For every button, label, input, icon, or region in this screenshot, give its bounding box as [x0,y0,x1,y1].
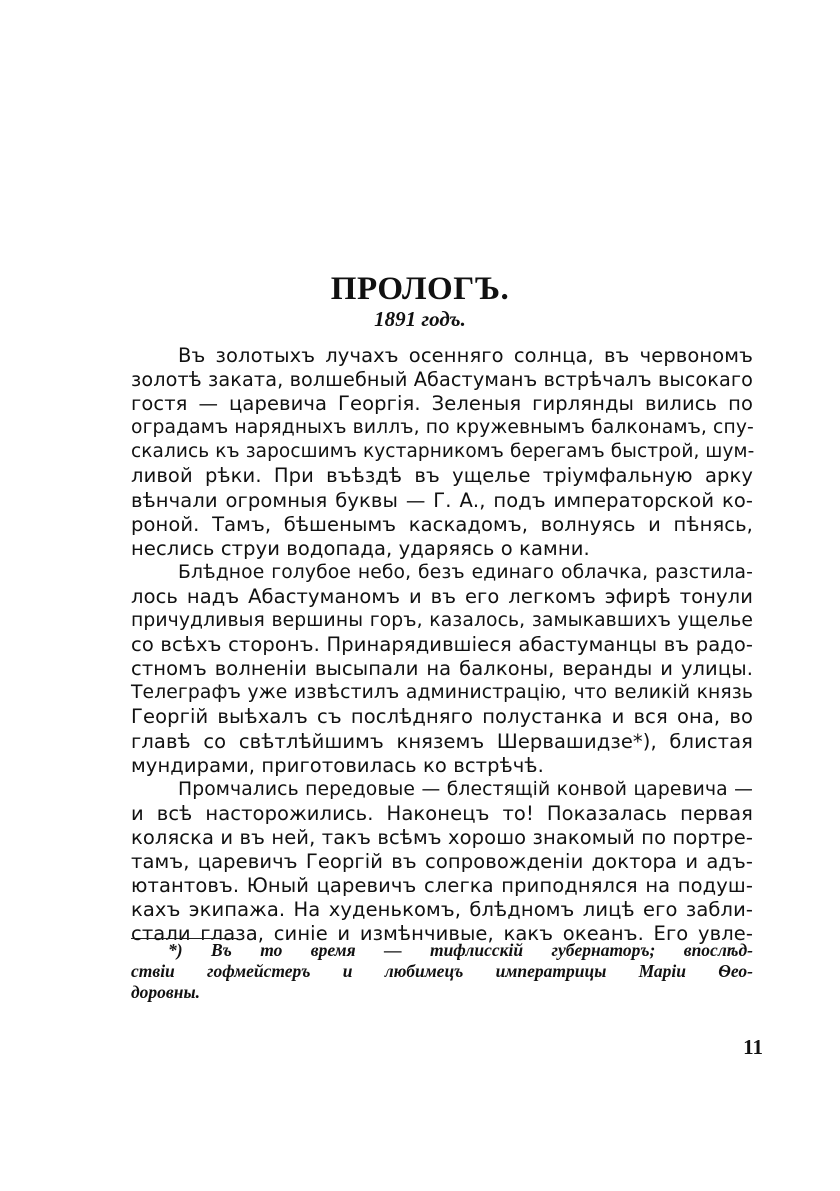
body-line: золотѣ заката, волшебный Абастуманъ встрѣчалъ высокаго [131,368,753,392]
body-line: тамъ, царевичъ Георгій въ сопровожденіи доктора и адъ- [131,849,753,873]
body-line: роной. Тамъ, бѣшенымъ каскадомъ, волнуясь и пѣнясь, [131,512,753,536]
body-line: ютантовъ. Юный царевичъ слегка приподнялся на подуш- [131,874,753,898]
page-number: 11 [743,1035,763,1059]
body-line: стали глаза, синіе и измѣнчивые, какъ океанъ. Его увле- [131,922,753,946]
body-text [131,344,753,946]
footnote-line: ствіи гофмейстеръ и любимецъ императрицы Маріи Ѳео- [131,961,753,981]
body-line: неслись струи водопада, ударяясь о камни. [131,536,590,560]
chapter-title: ПРОЛОГЪ. [330,271,510,307]
body-line: скались къ заросшимъ кустарникомъ берегамъ быстрой, шум- [131,441,755,463]
footnote-line: доровны. [131,982,200,1002]
footnote-divider [131,938,238,939]
footnote [131,940,753,1003]
body-line: и всѣ насторожились. Наконецъ то! Показалась первая [131,801,753,825]
body-line: вѣнчали огромныя буквы — Г. А., подъ императорской ко- [131,488,753,512]
body-line: Промчались передовые — блестящій конвой царевича — [178,778,753,800]
body-line: лось надъ Абастуманомъ и въ его легкомъ эфирѣ тонули [131,584,753,608]
body-line: причудливыя вершины горъ, казалось, замыкавшихъ ущелье [131,610,753,632]
body-line: оградамъ нарядныхъ виллъ, по кружевнымъ балконамъ, спу- [131,417,754,439]
body-line: ливой рѣки. При въѣздѣ въ ущелье тріумфальную арку [131,464,753,488]
body-line: Телеграфъ уже извѣстилъ администрацію, что великій князь [131,682,753,704]
body-line: коляска и въ ней, такъ всѣмъ хорошо знакомый по портре- [131,825,753,849]
body-line: стномъ волненіи высыпали на балконы, веранды и улицы. [131,657,753,681]
body-line: со всѣхъ сторонъ. Принарядившіеся абастуманцы въ радо- [131,633,753,657]
body-line: Въ золотыхъ лучахъ осенняго солнца, въ червономъ [178,344,753,367]
body-line: Блѣдное голубое небо, безъ единаго облачка, разстилa- [178,561,753,583]
body-line: мундирами, приготовилась ко встрѣчѣ. [131,753,544,777]
body-line: Георгій выѣхалъ съ послѣдняго полустанка и вся она, во [131,705,753,729]
body-line: кахъ экипажа. На худенькомъ, блѣдномъ лицѣ его забли- [131,898,753,922]
chapter-subtitle: 1891 годъ. [374,307,466,331]
footnote-line: *) Въ то время — тифлисскій губернаторъ; впослѣд- [168,940,753,960]
body-line: главѣ со свѣтлѣйшимъ княземъ Шервашидзе*), блистая [131,729,753,753]
body-line: гостя — царевича Георгія. Зеленыя гирлянды вились по [131,392,753,416]
